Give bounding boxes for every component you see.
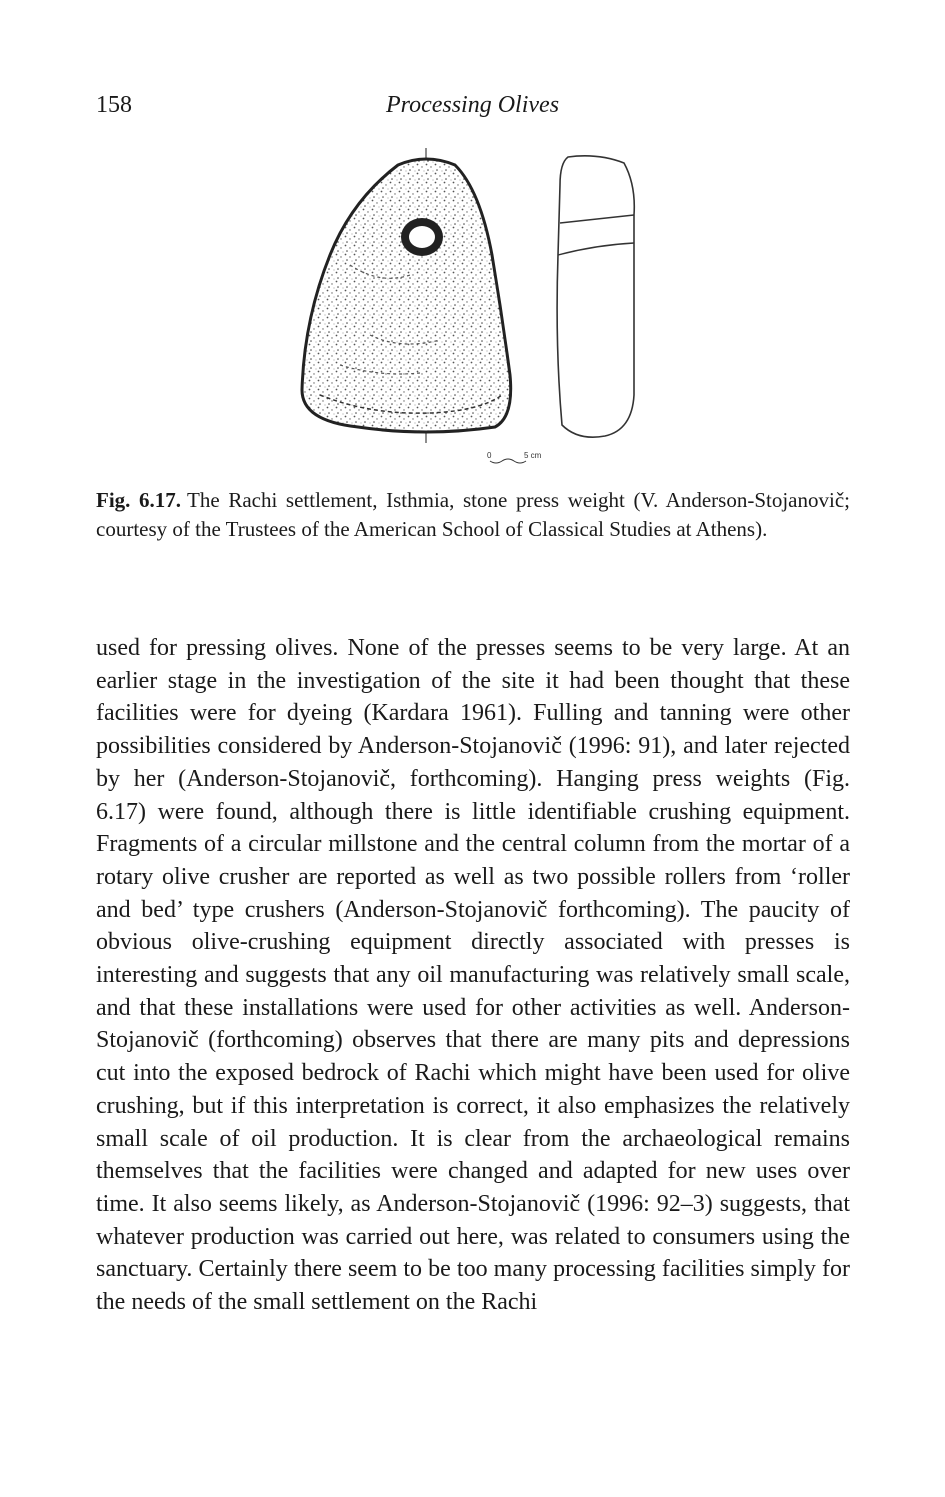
scale-bar-max: 5 cm [524,451,542,460]
scale-bar [490,459,526,463]
page-number: 158 [96,92,132,118]
running-title: Processing Olives [385,92,560,118]
scale-bar-zero: 0 [487,451,492,460]
press-weight-drawing [290,145,660,475]
figure-caption-text: The Rachi settlement, Isthmia, stone press weight (V. Anderson-Stojanovič; courtesy of the Trustees of the American School of Classical Studies at Athens). [96,488,850,541]
figure-press-weight [290,145,660,475]
figure-label: Fig. 6.17. [96,488,182,512]
body-paragraph: used for pressing olives. None of the presses seems to be very large. At an earlier stage in the investigation of the site it had been thought that these facilities were for dyeing (Kardara 1961). Fulling and tanning were other possibilities considered by Anderson-Stojanovič (1996: 91), and later rejected by her (Anderson-Stojanovič, forthcoming). Hanging press weights (Fig. 6.17) were found, although there is little identifiable crushing equipment. Fragments of a circular millstone and the central column from the mortar of a rotary olive crusher are reported as well as two possible rollers from ‘roller and bed’ type crushers (Anderson-Stojanovič forthcoming). The paucity of obvious olive-crushing equipment directly associated with presses is interesting and suggests that any oil manufacturing was relatively small scale, and that these installations were used for other activities as well. Anderson-Stojanovič (forthcoming) observes that there are many pits and depressions cut into the exposed bedrock of Rachi which might have been used for olive crushing, but if this interpretation is correct, it also emphasizes the relatively small scale of oil production. It is clear from the archaeological remains themselves that the facilities were changed and adapted for new uses over time. It also seems likely, as Anderson-Stojanovič (1996: 92–3) suggests, that whatever production was carried out here, was related to consumers using the sanctuary. Certainly there seem to be too many processing facilities simply for the needs of the small settlement on the Rachi [96,635,850,1316]
figure-caption [96,486,850,543]
press-weight-front-view [302,159,511,432]
press-weight-side-view [557,156,634,437]
